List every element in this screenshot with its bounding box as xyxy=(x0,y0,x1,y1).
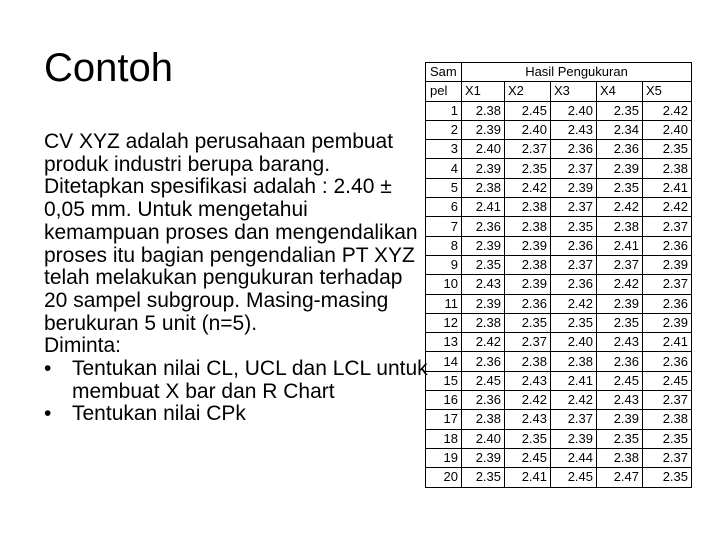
measurement-cell: 2.42 xyxy=(551,391,597,410)
column-header: X4 xyxy=(597,82,643,101)
task-item xyxy=(44,403,429,426)
table-row xyxy=(426,410,692,429)
measurement-cell: 2.37 xyxy=(643,448,692,467)
table-row xyxy=(426,217,692,236)
sample-number-cell: 4 xyxy=(426,159,462,178)
measurement-cell: 2.35 xyxy=(643,429,692,448)
sample-number-cell: 9 xyxy=(426,255,462,274)
task-text: Tentukan nilai CL, UCL dan LCL untuk membuat X bar dan R Chart xyxy=(72,357,428,403)
measurement-cell: 2.47 xyxy=(597,468,643,487)
measurement-cell: 2.43 xyxy=(505,371,551,390)
measurement-cell: 2.39 xyxy=(505,275,551,294)
table-row xyxy=(426,275,692,294)
measurement-cell: 2.40 xyxy=(551,333,597,352)
measurement-cell: 2.38 xyxy=(505,352,551,371)
sample-number-cell: 16 xyxy=(426,391,462,410)
measurement-cell: 2.41 xyxy=(597,236,643,255)
measurement-cell: 2.42 xyxy=(505,391,551,410)
measurement-cell: 2.39 xyxy=(462,236,505,255)
sample-number-cell: 6 xyxy=(426,198,462,217)
measurement-cell: 2.36 xyxy=(597,140,643,159)
measurement-cell: 2.35 xyxy=(643,140,692,159)
measurement-cell: 2.43 xyxy=(597,391,643,410)
request-label: Diminta: xyxy=(44,334,122,358)
sample-number-cell: 10 xyxy=(426,275,462,294)
task-list xyxy=(44,358,429,426)
measurement-cell: 2.36 xyxy=(505,294,551,313)
measurement-cell: 2.35 xyxy=(551,313,597,332)
measurement-cell: 2.42 xyxy=(597,275,643,294)
measurement-cell: 2.44 xyxy=(551,448,597,467)
measurement-cell: 2.36 xyxy=(643,294,692,313)
sample-number-cell: 14 xyxy=(426,352,462,371)
measurement-cell: 2.35 xyxy=(597,429,643,448)
table-row xyxy=(426,120,692,139)
measurement-cell: 2.43 xyxy=(462,275,505,294)
sample-number-cell: 19 xyxy=(426,448,462,467)
table-row xyxy=(426,198,692,217)
measurement-cell: 2.36 xyxy=(462,391,505,410)
measurement-cell: 2.36 xyxy=(643,352,692,371)
sample-number-cell: 5 xyxy=(426,178,462,197)
measurement-cell: 2.45 xyxy=(505,101,551,120)
slide-title: Contoh xyxy=(44,46,173,90)
measurement-cell: 2.45 xyxy=(505,448,551,467)
sample-header-bottom: pel xyxy=(426,82,462,101)
task-text: Tentukan nilai CPk xyxy=(72,402,246,426)
measurement-cell: 2.42 xyxy=(551,294,597,313)
measurement-cell: 2.37 xyxy=(643,391,692,410)
table-row xyxy=(426,468,692,487)
measurement-cell: 2.45 xyxy=(462,371,505,390)
measurement-cell: 2.39 xyxy=(643,255,692,274)
measurement-cell: 2.38 xyxy=(597,217,643,236)
table-row xyxy=(426,236,692,255)
table-body xyxy=(426,101,692,487)
sample-number-cell: 20 xyxy=(426,468,462,487)
measurement-cell: 2.36 xyxy=(551,275,597,294)
measurement-cell: 2.39 xyxy=(597,294,643,313)
measurement-cell: 2.40 xyxy=(462,140,505,159)
measurement-cell: 2.45 xyxy=(551,468,597,487)
measurement-cell: 2.36 xyxy=(551,236,597,255)
measurement-cell: 2.38 xyxy=(462,313,505,332)
table-row xyxy=(426,159,692,178)
bullet-icon: • xyxy=(44,402,52,426)
sample-number-cell: 8 xyxy=(426,236,462,255)
table-row xyxy=(426,178,692,197)
measurement-cell: 2.35 xyxy=(505,429,551,448)
measurement-cell: 2.35 xyxy=(551,217,597,236)
column-header: X3 xyxy=(551,82,597,101)
measurement-cell: 2.43 xyxy=(551,120,597,139)
table-row xyxy=(426,255,692,274)
measurement-cell: 2.36 xyxy=(462,352,505,371)
measurement-cell: 2.39 xyxy=(462,294,505,313)
table-row xyxy=(426,294,692,313)
measurement-cell: 2.37 xyxy=(643,217,692,236)
measurement-cell: 2.35 xyxy=(597,101,643,120)
measurement-cell: 2.36 xyxy=(551,140,597,159)
measurement-cell: 2.39 xyxy=(551,178,597,197)
measurement-cell: 2.41 xyxy=(551,371,597,390)
measurement-cell: 2.39 xyxy=(462,120,505,139)
measurement-cell: 2.36 xyxy=(597,352,643,371)
measurement-cell: 2.38 xyxy=(462,101,505,120)
measurement-cell: 2.38 xyxy=(551,352,597,371)
table-row xyxy=(426,391,692,410)
measurement-cell: 2.42 xyxy=(462,333,505,352)
measurement-cell: 2.39 xyxy=(462,159,505,178)
measurement-cell: 2.37 xyxy=(551,198,597,217)
table-row xyxy=(426,333,692,352)
measurement-cell: 2.42 xyxy=(597,198,643,217)
measurement-cell: 2.35 xyxy=(462,255,505,274)
measurement-cell: 2.39 xyxy=(551,429,597,448)
measurement-cell: 2.38 xyxy=(643,159,692,178)
table-subheader-row xyxy=(426,82,692,101)
measurement-cell: 2.38 xyxy=(462,410,505,429)
measurement-cell: 2.45 xyxy=(597,371,643,390)
table-header-row xyxy=(426,63,692,82)
measurement-cell: 2.36 xyxy=(462,217,505,236)
column-header: X5 xyxy=(643,82,692,101)
measurement-cell: 2.37 xyxy=(551,410,597,429)
measurement-cell: 2.35 xyxy=(505,313,551,332)
sample-number-cell: 17 xyxy=(426,410,462,429)
measurement-cell: 2.37 xyxy=(551,159,597,178)
sample-number-cell: 15 xyxy=(426,371,462,390)
table-row xyxy=(426,101,692,120)
table-row xyxy=(426,429,692,448)
group-header: Hasil Pengukuran xyxy=(462,63,692,82)
measurement-cell: 2.40 xyxy=(551,101,597,120)
measurement-cell: 2.38 xyxy=(462,178,505,197)
measurement-cell: 2.43 xyxy=(597,333,643,352)
sample-number-cell: 18 xyxy=(426,429,462,448)
measurement-cell: 2.38 xyxy=(505,198,551,217)
measurement-cell: 2.40 xyxy=(462,429,505,448)
bullet-icon: • xyxy=(44,357,52,381)
table-row xyxy=(426,448,692,467)
sample-number-cell: 7 xyxy=(426,217,462,236)
measurement-cell: 2.37 xyxy=(505,333,551,352)
measurement-cell: 2.39 xyxy=(462,448,505,467)
measurement-cell: 2.42 xyxy=(643,198,692,217)
measurement-cell: 2.35 xyxy=(462,468,505,487)
measurement-cell: 2.38 xyxy=(505,217,551,236)
slide-body xyxy=(44,131,429,426)
measurement-cell: 2.45 xyxy=(643,371,692,390)
measurement-cell: 2.39 xyxy=(597,159,643,178)
column-header: X1 xyxy=(462,82,505,101)
measurement-cell: 2.42 xyxy=(643,101,692,120)
measurement-cell: 2.37 xyxy=(597,255,643,274)
table-row xyxy=(426,371,692,390)
measurement-cell: 2.35 xyxy=(505,159,551,178)
measurement-table xyxy=(425,62,692,488)
measurement-cell: 2.42 xyxy=(505,178,551,197)
sample-number-cell: 1 xyxy=(426,101,462,120)
sample-header-top: Sam xyxy=(426,63,462,82)
table-row xyxy=(426,352,692,371)
measurement-cell: 2.39 xyxy=(597,410,643,429)
measurement-cell: 2.38 xyxy=(597,448,643,467)
measurement-cell: 2.39 xyxy=(643,313,692,332)
measurement-cell: 2.34 xyxy=(597,120,643,139)
table-row xyxy=(426,313,692,332)
measurement-cell: 2.41 xyxy=(643,333,692,352)
measurement-cell: 2.35 xyxy=(643,468,692,487)
measurement-cell: 2.35 xyxy=(597,178,643,197)
measurement-cell: 2.37 xyxy=(505,140,551,159)
sample-number-cell: 3 xyxy=(426,140,462,159)
measurement-cell: 2.41 xyxy=(462,198,505,217)
sample-number-cell: 12 xyxy=(426,313,462,332)
measurement-cell: 2.37 xyxy=(551,255,597,274)
measurement-cell: 2.35 xyxy=(597,313,643,332)
measurement-cell: 2.40 xyxy=(643,120,692,139)
sample-number-cell: 2 xyxy=(426,120,462,139)
measurement-cell: 2.36 xyxy=(643,236,692,255)
sample-number-cell: 11 xyxy=(426,294,462,313)
measurement-cell: 2.38 xyxy=(505,255,551,274)
sample-number-cell: 13 xyxy=(426,333,462,352)
measurement-cell: 2.37 xyxy=(643,275,692,294)
measurement-cell: 2.39 xyxy=(505,236,551,255)
problem-paragraph: CV XYZ adalah perusahaan pembuat produk industri berupa barang. Ditetapkan spesifikasi adalah : 2.40 ± 0,05 mm. Untuk mengetahui kemampuan proses dan mengendalikan proses itu bagian pengendalian PT XYZ telah melakukan pengukuran terhadap 20 sampel subgroup. Masing-masing berukuran 5 unit (n=5). xyxy=(44,130,418,335)
measurement-cell: 2.41 xyxy=(505,468,551,487)
measurement-cell: 2.40 xyxy=(505,120,551,139)
task-item xyxy=(44,358,429,403)
measurement-cell: 2.38 xyxy=(643,410,692,429)
measurement-cell: 2.43 xyxy=(505,410,551,429)
table-row xyxy=(426,140,692,159)
column-header: X2 xyxy=(505,82,551,101)
measurement-cell: 2.41 xyxy=(643,178,692,197)
